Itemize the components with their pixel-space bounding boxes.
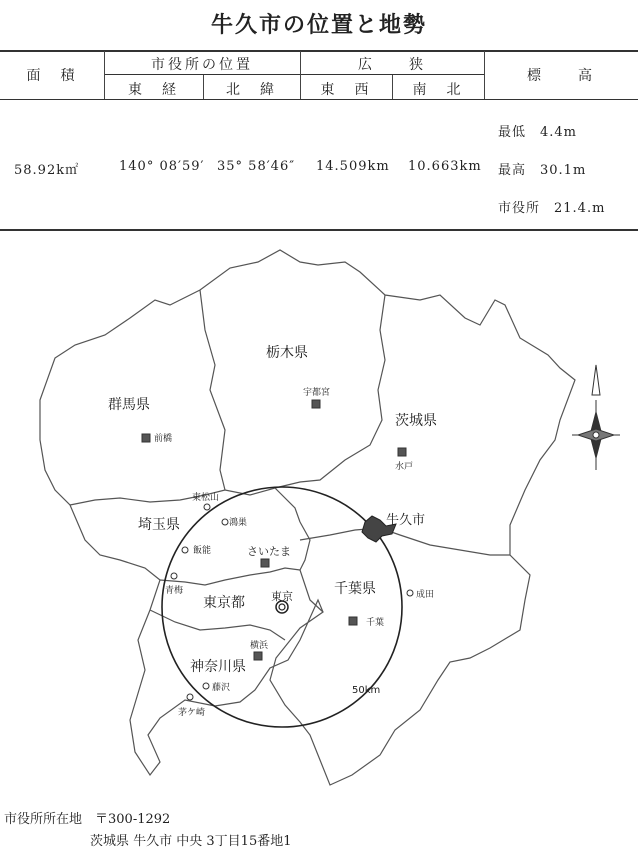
label-tochigi: 栃木県	[266, 345, 308, 361]
value-elevation-hall: 市役所 21.4.m	[498, 201, 606, 216]
label-50km: 50km	[352, 685, 381, 696]
border-ibaraki-chiba	[300, 528, 510, 555]
label-kanagawa: 神奈川県	[190, 659, 246, 675]
value-elevation-min: 最低 4.4m	[498, 125, 578, 140]
kanto-map	[0, 232, 638, 787]
utsunomiya-marker	[312, 400, 320, 408]
table-top-rule	[0, 50, 638, 52]
label-ushiku: 牛久市	[386, 513, 426, 528]
label-chiba: 千葉県	[334, 581, 376, 597]
border-gunma-tochigi	[200, 290, 225, 490]
header-elevation: 標 高	[527, 68, 595, 84]
header-area: 面 積	[26, 68, 78, 84]
label-fujisawa: 藤沢	[212, 683, 231, 693]
value-longitude: 140° 08′59′	[119, 159, 205, 174]
header-north-south: 南 北	[412, 82, 464, 98]
label-saitama-city: さいたま	[247, 545, 291, 558]
border-saitama-east	[300, 522, 323, 612]
border-north-saitama	[70, 488, 300, 522]
value-north-south: 10.663km	[408, 159, 482, 174]
konosu-marker	[222, 519, 228, 525]
table-bottom-rule	[0, 229, 638, 231]
page-title: 牛久市の位置と地勢	[210, 12, 427, 38]
border-tokyo-kanagawa	[150, 610, 285, 640]
kanto-outline	[40, 250, 575, 785]
address-line-2: 茨城県 牛久市 中央 3丁目15番地1	[90, 834, 292, 849]
fujisawa-marker	[203, 683, 209, 689]
value-latitude: 35° 58′46″	[217, 159, 296, 174]
label-maebashi: 前橋	[154, 434, 173, 444]
maebashi-marker	[142, 434, 150, 442]
saitama-marker	[261, 559, 269, 567]
header-longitude: 東 経	[128, 82, 179, 98]
label-mito: 水戸	[395, 462, 414, 472]
address-line-1: 市役所所在地 〒300-1292	[4, 812, 171, 827]
label-ibaraki: 茨城県	[395, 413, 437, 429]
label-ome: 青梅	[165, 586, 184, 596]
header-latitude: 北 緯	[226, 82, 277, 98]
hanno-marker	[182, 547, 188, 553]
label-utsunomiya: 宇都宮	[303, 388, 331, 398]
table-header-rule	[0, 99, 638, 100]
yokohama-marker	[254, 652, 262, 660]
higashimatsuyama-marker	[204, 504, 210, 510]
label-tokyo: 東京都	[203, 595, 245, 611]
label-gunma: 群馬県	[108, 397, 150, 413]
narita-marker	[407, 590, 413, 596]
compass-icon	[572, 365, 620, 470]
ome-marker	[171, 573, 177, 579]
label-chigasaki: 茅ケ崎	[178, 708, 206, 718]
header-city-hall-position: 市役所の位置	[151, 57, 253, 73]
header-east-west: 東 西	[320, 82, 372, 98]
label-tokyo-city: 東京	[271, 590, 293, 603]
value-east-west: 14.509km	[316, 159, 390, 174]
label-narita: 成田	[416, 590, 435, 600]
label-yokohama: 横浜	[250, 641, 269, 651]
value-area: 58.92k㎡	[14, 163, 80, 178]
label-chiba-city: 千葉	[366, 618, 385, 628]
mito-marker	[398, 448, 406, 456]
table-subheader-rule	[104, 74, 484, 75]
chiba-marker	[349, 617, 357, 625]
header-extent: 広 狭	[358, 57, 426, 73]
label-konosu: 鴻巣	[229, 518, 248, 528]
label-higashimatsuyama: 東松山	[192, 493, 220, 503]
value-elevation-max: 最高 30.1m	[498, 163, 587, 178]
label-hanno: 飯能	[193, 546, 212, 556]
label-saitama: 埼玉県	[138, 517, 180, 533]
chigasaki-marker	[187, 694, 193, 700]
border-saitama-tokyo	[160, 568, 300, 585]
